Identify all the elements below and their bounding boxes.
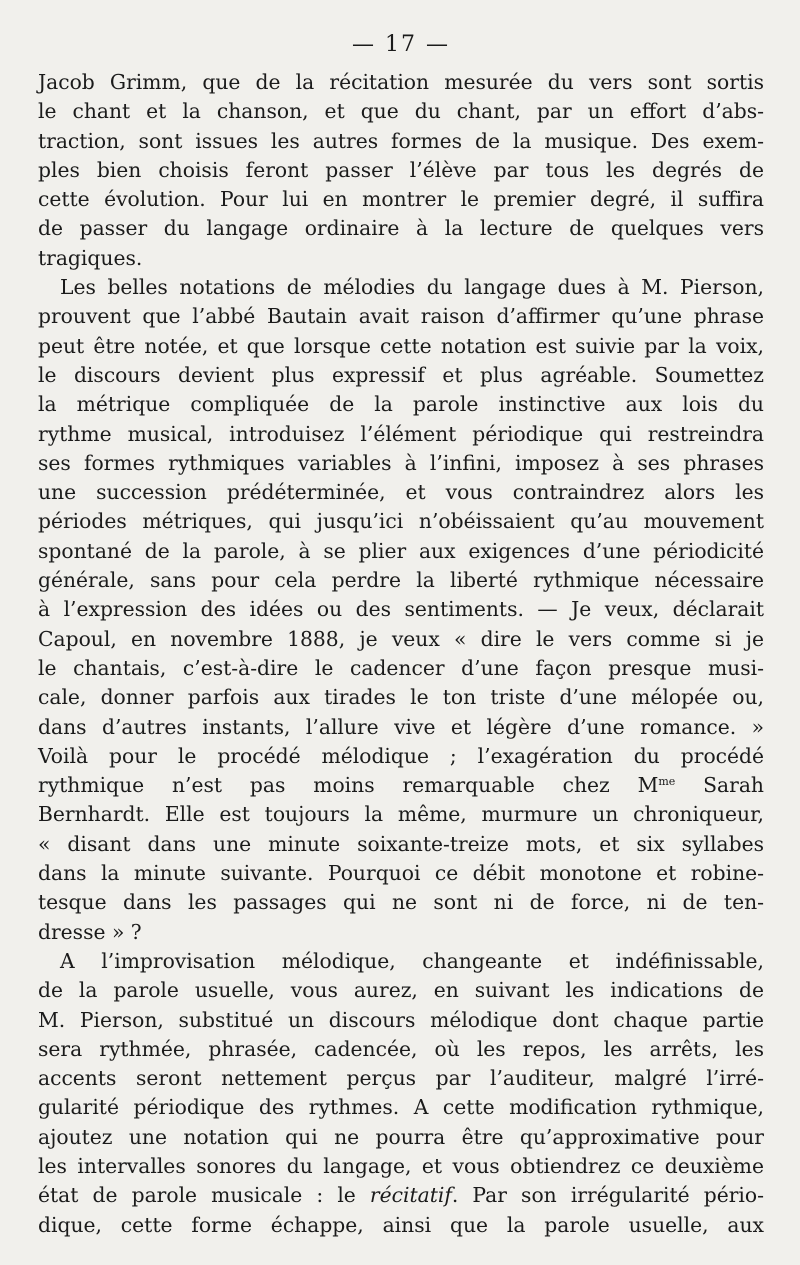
text-line: Bernhardt. Elle est toujours la même, murmure un chroniqueur, bbox=[38, 802, 764, 827]
text-line: ples bien choisis feront passer l’élève par tous les degrés de bbox=[38, 157, 764, 182]
text-line: le chantais, c’est-à-dire le cadencer d’une façon presque musi- bbox=[38, 655, 764, 680]
text-line: de passer du langage ordinaire à la lecture de quelques vers bbox=[38, 216, 764, 241]
text-fragment: rythmique n’est pas moins remarquable chez M bbox=[38, 773, 659, 798]
text-line-with-italic bbox=[38, 1181, 764, 1210]
text-line: cale, donner parfois aux tirades le ton triste d’une mélopée ou, bbox=[38, 685, 764, 710]
text-line: rythme musical, introduisez l’élément périodique qui restreindra bbox=[38, 421, 764, 446]
text-line: peut être notée, et que lorsque cette notation est suivie par la voix, bbox=[38, 333, 764, 358]
text-line: la métrique compliquée de la parole instinctive aux lois du bbox=[38, 392, 764, 417]
text-line: « disant dans une minute soixante-treize mots, et six syllabes bbox=[38, 831, 764, 856]
text-line: dresse » ? bbox=[38, 919, 142, 944]
text-line: générale, sans pour cela perdre la liberté rythmique nécessaire bbox=[38, 568, 764, 593]
paragraph-3 bbox=[38, 947, 764, 1240]
italic-term: récitatif bbox=[369, 1183, 452, 1208]
text-fragment: Sarah bbox=[675, 773, 764, 798]
text-fragment: état de parole musicale : le bbox=[38, 1183, 356, 1208]
text-line: le discours devient plus expressif et plus agréable. Soumettez bbox=[38, 362, 764, 387]
text-line: A l’improvisation mélodique, changeante et indéfinissable, bbox=[60, 948, 764, 973]
text-fragment: . Par son irrégularité pério- bbox=[451, 1183, 764, 1208]
text-line: ajoutez une notation qui ne pourra être qu’approximative pour bbox=[38, 1124, 764, 1149]
text-line: tragiques. bbox=[38, 245, 143, 270]
text-line: traction, sont issues les autres formes de la musique. Des exem- bbox=[38, 128, 764, 153]
page-number: — 17 — bbox=[352, 32, 450, 57]
text-line: Jacob Grimm, que de la récitation mesurée du vers sont sortis bbox=[38, 70, 764, 94]
text-line: prouvent que l’abbé Bautain avait raison d’affirmer qu’une phrase bbox=[38, 304, 764, 329]
text-line: cette évolution. Pour lui en montrer le premier degré, il suffira bbox=[38, 187, 764, 212]
paragraph-1 bbox=[38, 68, 764, 273]
text-line: M. Pierson, substitué un discours mélodique dont chaque partie bbox=[38, 1007, 764, 1032]
text-line: Les belles notations de mélodies du langage dues à M. Pierson, bbox=[60, 275, 764, 300]
text-line: périodes métriques, qui jusqu’ici n’obéissaient qu’au mouvement bbox=[38, 509, 764, 534]
text-line: Capoul, en novembre 1888, je veux « dire le vers comme si je bbox=[38, 626, 764, 651]
text-line: Voilà pour le procédé mélodique ; l’exagération du procédé bbox=[38, 743, 764, 768]
text-line: tesque dans les passages qui ne sont ni de force, ni de ten- bbox=[38, 890, 764, 915]
text-line: de la parole usuelle, vous aurez, en suivant les indications de bbox=[38, 978, 764, 1003]
paragraph-2 bbox=[38, 273, 764, 947]
text-line: ses formes rythmiques variables à l’infini, imposez à ses phrases bbox=[38, 450, 764, 475]
text-line: sera rythmée, phrasée, cadencée, où les repos, les arrêts, les bbox=[38, 1036, 764, 1061]
text-line: dique, cette forme échappe, ainsi que la parole usuelle, aux bbox=[38, 1212, 764, 1237]
text-line: gularité périodique des rythmes. A cette modification rythmique, bbox=[38, 1095, 764, 1120]
text-line: les intervalles sonores du langage, et vous obtiendrez ce deuxième bbox=[38, 1153, 764, 1178]
text-line: une succession prédéterminée, et vous contraindrez alors les bbox=[38, 480, 764, 505]
text-line: le chant et la chanson, et que du chant, par un effort d’abs- bbox=[38, 99, 764, 124]
text-line: dans la minute suivante. Pourquoi ce débit monotone et robine- bbox=[38, 861, 764, 886]
text-line: accents seront nettement perçus par l’auditeur, malgré l’irré- bbox=[38, 1066, 764, 1091]
text-line: spontané de la parole, à se plier aux exigences d’une périodicité bbox=[38, 538, 764, 563]
superscript-abbreviation: me bbox=[658, 775, 676, 789]
text-line: à l’expression des idées ou des sentiments. — Je veux, déclarait bbox=[38, 597, 764, 622]
text-line-with-superscript bbox=[38, 771, 764, 800]
text-line: dans d’autres instants, l’allure vive et légère d’une romance. » bbox=[38, 714, 764, 739]
page-body bbox=[38, 68, 764, 1240]
